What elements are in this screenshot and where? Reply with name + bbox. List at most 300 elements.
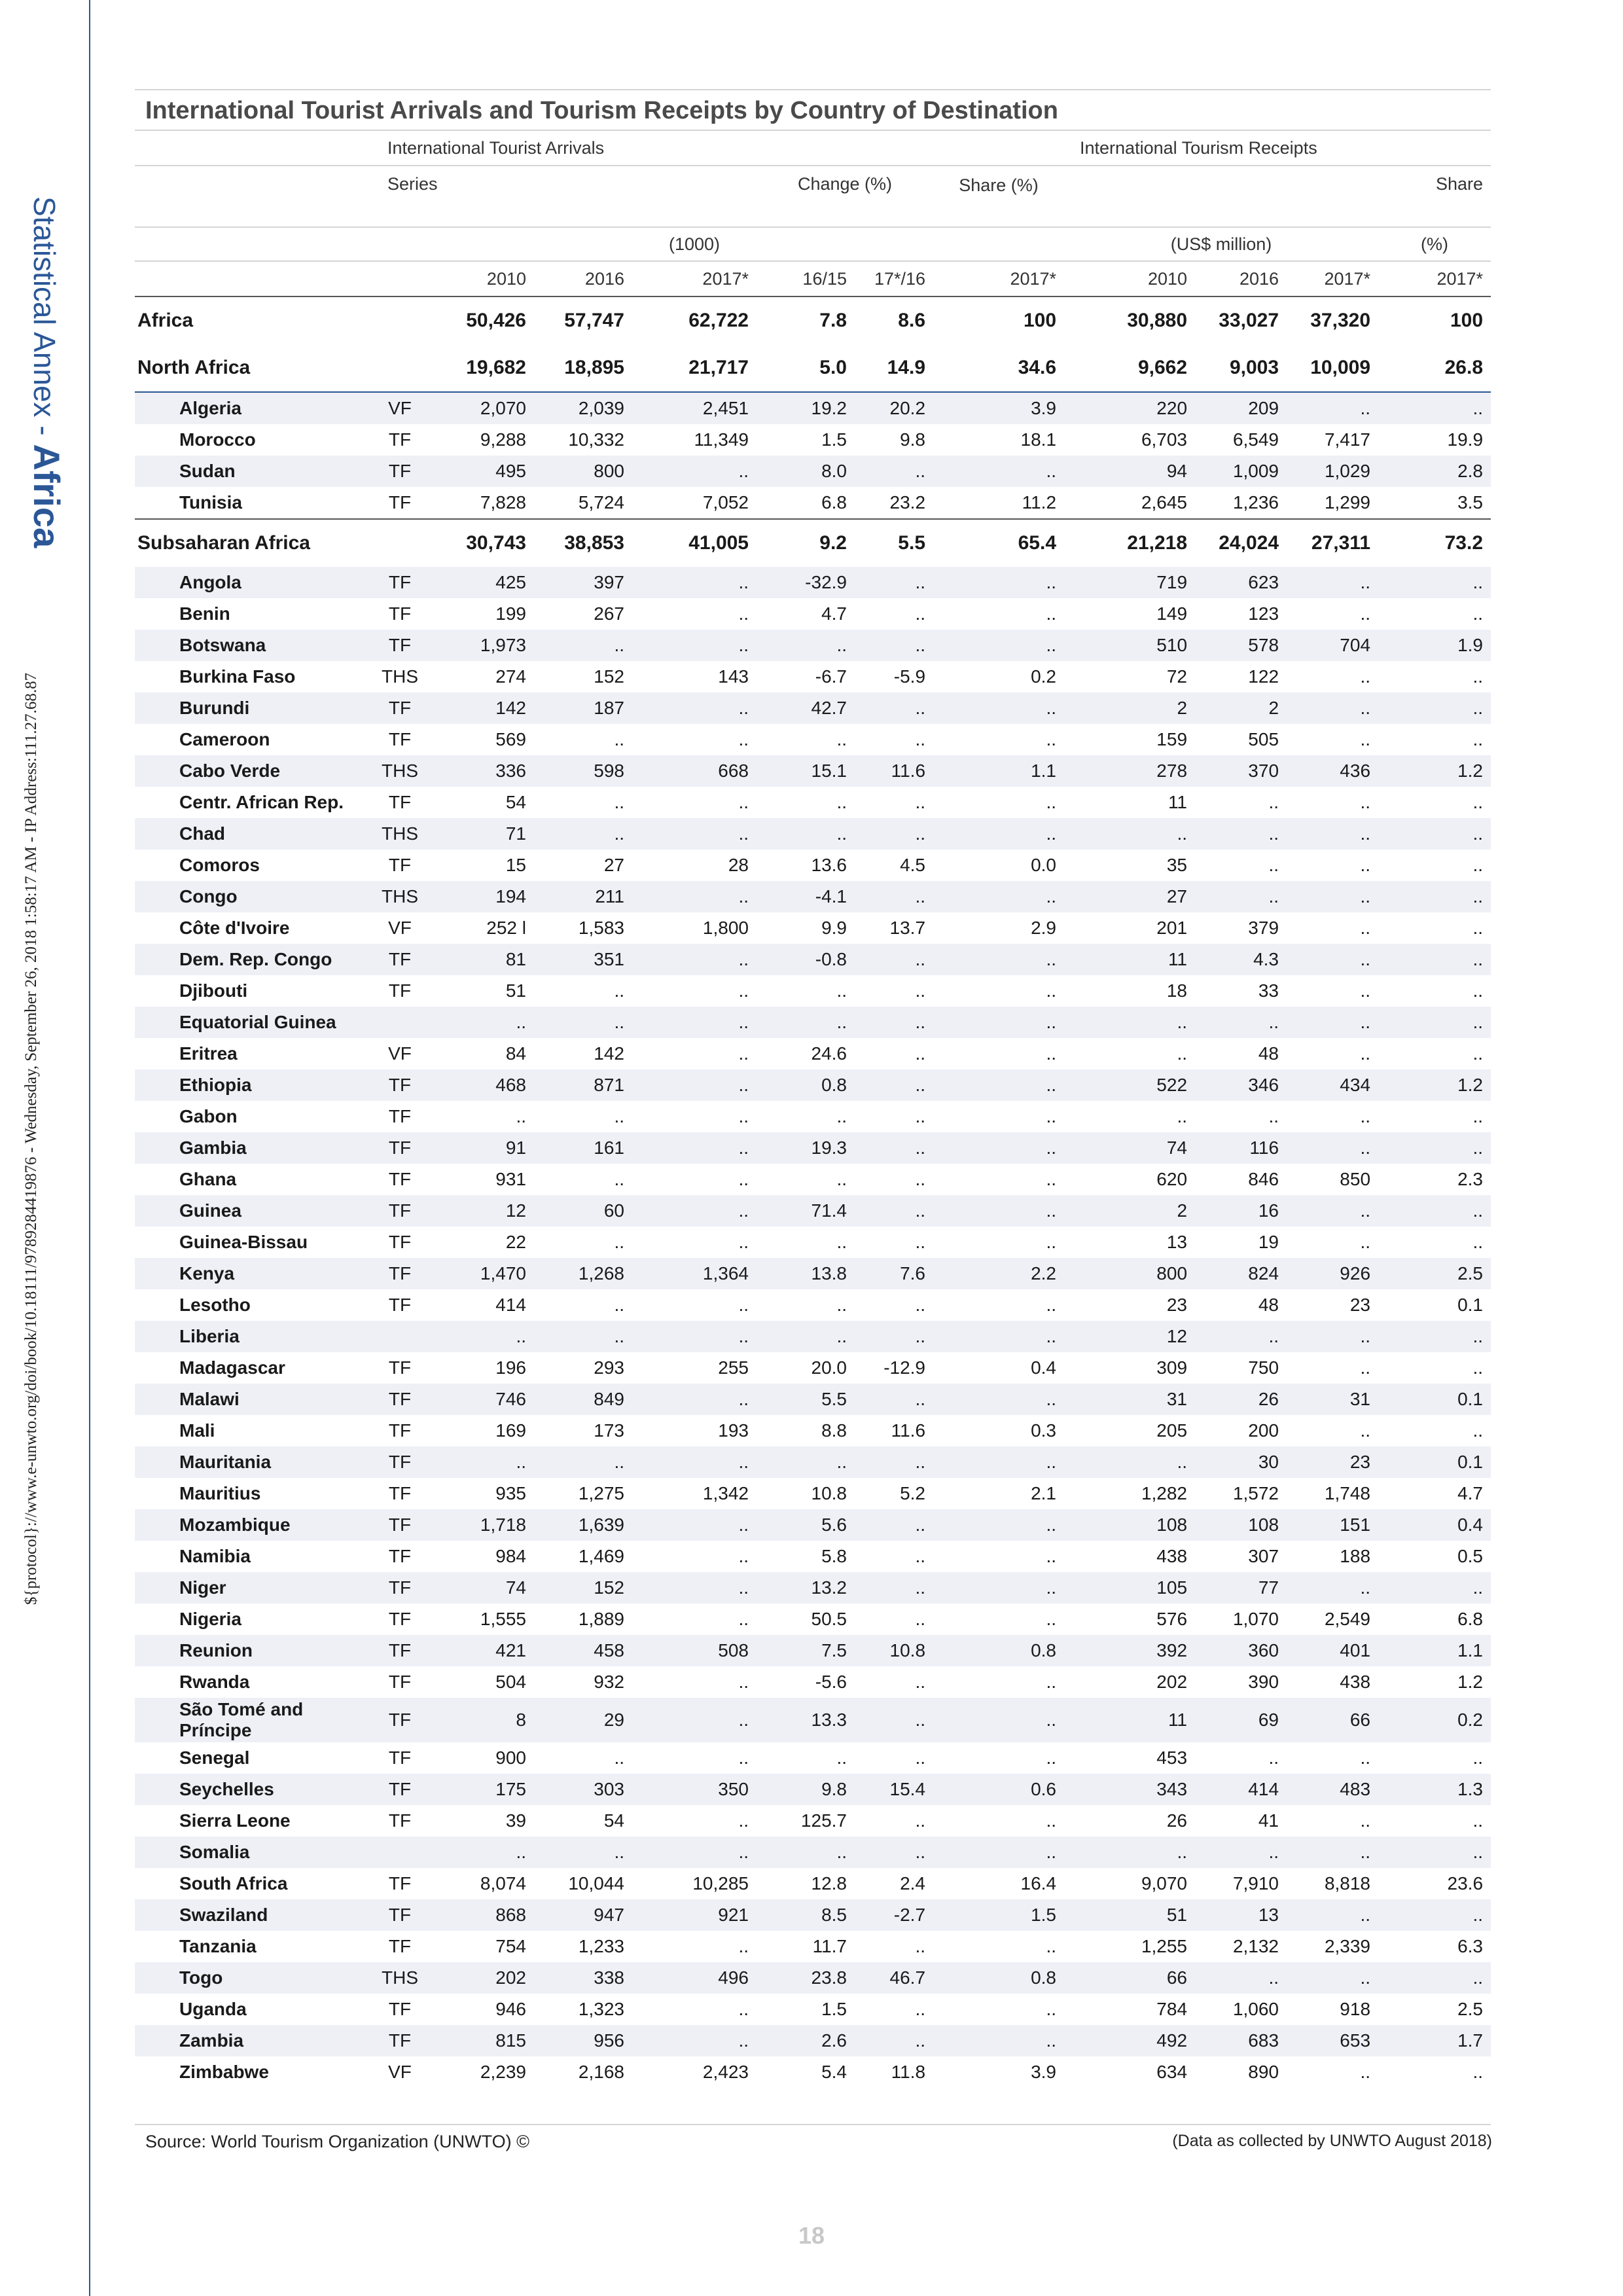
cell-r2010: 453 bbox=[1156, 1748, 1188, 1768]
cell-share: .. bbox=[1046, 1169, 1057, 1189]
cell-r2017: 2,549 bbox=[1324, 1609, 1371, 1629]
cell-a2010: 336 bbox=[436, 755, 534, 787]
cell-c1716: .. bbox=[915, 1106, 926, 1126]
cell-c1615: .. bbox=[836, 1295, 847, 1315]
row-label: Guinea-Bissau bbox=[179, 1232, 308, 1252]
cell-a2016: 54 bbox=[603, 1810, 624, 1831]
row-label: Ghana bbox=[179, 1169, 237, 1189]
cell-rshare: 1.3 bbox=[1378, 1774, 1491, 1805]
cell-a2016: 10,332 bbox=[568, 429, 624, 450]
cell-a2010: 74 bbox=[436, 1572, 534, 1604]
cell-r2017: 850 bbox=[1340, 1169, 1371, 1189]
cell-a2017: .. bbox=[632, 2025, 757, 2056]
cell-r2017: .. bbox=[1360, 792, 1371, 812]
cell-a2010: 1,470 bbox=[436, 1258, 534, 1289]
cell-r2017: 188 bbox=[1340, 1546, 1371, 1566]
cell-c1615: .. bbox=[836, 1748, 847, 1768]
row-label: Swaziland bbox=[135, 1899, 364, 1931]
cell-series: TF bbox=[364, 1384, 436, 1415]
cell-r2016: 846 bbox=[1248, 1169, 1279, 1189]
cell-c1716: 7.6 bbox=[855, 1258, 933, 1289]
cell-a2017: .. bbox=[632, 1321, 757, 1352]
page-number: 18 bbox=[798, 2222, 825, 2249]
cell-share: .. bbox=[1046, 1936, 1057, 1956]
cell-rshare: .. bbox=[1378, 1572, 1491, 1604]
cell-a2010: 468 bbox=[436, 1069, 534, 1101]
cell-r2016: 48 bbox=[1258, 1295, 1279, 1315]
cell-c1716: .. bbox=[855, 1007, 933, 1038]
cell-a2016: 142 bbox=[594, 1043, 624, 1064]
cell-series: TF bbox=[388, 1999, 412, 2019]
col-2010: 2010 bbox=[436, 261, 534, 296]
collection-note: (Data as collected by UNWTO August 2018) bbox=[1172, 2132, 1492, 2150]
cell-series: TF bbox=[364, 567, 436, 598]
cell-r2016: 24,024 bbox=[1195, 519, 1287, 567]
table-row bbox=[135, 1572, 1491, 1604]
annex-region: Africa bbox=[26, 444, 67, 548]
region-row bbox=[135, 344, 1491, 392]
row-label: Zambia bbox=[135, 2025, 364, 2056]
cell-r2010: 9,070 bbox=[1141, 1873, 1188, 1893]
cell-c1716: .. bbox=[855, 1837, 933, 1868]
unit-thousands: (1000) bbox=[632, 227, 757, 261]
table-row bbox=[135, 1007, 1491, 1038]
row-label: Comoros bbox=[179, 855, 260, 875]
cell-a2017: .. bbox=[632, 818, 757, 850]
region-row bbox=[135, 296, 1491, 344]
cell-a2016: 173 bbox=[594, 1420, 624, 1441]
cell-c1716: .. bbox=[855, 881, 933, 912]
cell-share: 34.6 bbox=[933, 344, 1064, 392]
cell-a2017: .. bbox=[632, 881, 757, 912]
cell-r2016: 26 bbox=[1195, 1384, 1287, 1415]
cell-r2016: .. bbox=[1195, 1837, 1287, 1868]
cell-rshare: .. bbox=[1378, 1321, 1491, 1352]
cell-c1615: -6.7 bbox=[815, 666, 847, 687]
share-header: Share bbox=[1378, 166, 1491, 227]
title-top-rule bbox=[135, 89, 1491, 90]
cell-r2016: .. bbox=[1268, 1106, 1279, 1126]
cell-rshare: 1.1 bbox=[1378, 1635, 1491, 1666]
table-row bbox=[135, 1478, 1491, 1509]
cell-a2010: .. bbox=[436, 1007, 534, 1038]
cell-r2016: 77 bbox=[1195, 1572, 1287, 1604]
cell-c1615: -4.1 bbox=[757, 881, 855, 912]
cell-a2016: 161 bbox=[534, 1132, 632, 1164]
cell-series: VF bbox=[388, 1043, 412, 1064]
cell-c1716: .. bbox=[855, 1195, 933, 1227]
cell-r2016: 2 bbox=[1195, 692, 1287, 724]
cell-rshare: .. bbox=[1472, 855, 1484, 875]
cell-r2010: 309 bbox=[1156, 1357, 1188, 1378]
cell-r2010: 30,880 bbox=[1127, 310, 1188, 331]
cell-rshare: .. bbox=[1472, 918, 1484, 938]
cell-a2017: .. bbox=[738, 1295, 749, 1315]
cell-r2017: 1,029 bbox=[1287, 456, 1378, 487]
cell-c1716: .. bbox=[915, 1546, 926, 1566]
row-label: Morocco bbox=[179, 429, 256, 450]
row-label: Angola bbox=[135, 567, 364, 598]
table-title: International Tourist Arrivals and Tourism Receipts by Country of Destination bbox=[145, 97, 1058, 124]
table-row bbox=[135, 1635, 1491, 1666]
cell-share: .. bbox=[1046, 792, 1057, 812]
table-row bbox=[135, 2056, 1491, 2088]
cell-a2010: 425 bbox=[436, 567, 534, 598]
cell-c1615: .. bbox=[836, 1232, 847, 1252]
table-row bbox=[135, 1069, 1491, 1101]
row-label: Gambia bbox=[135, 1132, 364, 1164]
cell-rshare: .. bbox=[1378, 567, 1491, 598]
cell-a2010: 54 bbox=[505, 792, 526, 812]
cell-rshare: 1.7 bbox=[1378, 2025, 1491, 2056]
col-receipts-share-2017: 2017* bbox=[1378, 261, 1491, 296]
cell-a2016: 60 bbox=[534, 1195, 632, 1227]
cell-a2016: 152 bbox=[594, 666, 624, 687]
table-row bbox=[135, 724, 1491, 755]
cell-r2010: 343 bbox=[1064, 1774, 1195, 1805]
cell-r2017: .. bbox=[1287, 567, 1378, 598]
cell-series: TF bbox=[388, 1672, 412, 1692]
cell-a2010: 946 bbox=[495, 1999, 526, 2019]
row-label: South Africa bbox=[179, 1873, 288, 1893]
cell-series: THS bbox=[364, 881, 436, 912]
row-label: Congo bbox=[135, 881, 364, 912]
cell-rshare: 23.6 bbox=[1447, 1873, 1484, 1893]
cell-series: VF bbox=[388, 2062, 412, 2082]
cell-r2016: .. bbox=[1195, 818, 1287, 850]
row-label: Subsaharan Africa bbox=[135, 519, 364, 567]
row-label: Botswana bbox=[135, 630, 364, 661]
cell-a2010: 414 bbox=[495, 1295, 526, 1315]
row-label: Chad bbox=[135, 818, 364, 850]
cell-a2010: 1,555 bbox=[480, 1609, 526, 1629]
cell-a2016: .. bbox=[614, 1748, 624, 1768]
cell-series: TF bbox=[388, 1295, 412, 1315]
cell-c1716: .. bbox=[855, 1321, 933, 1352]
cell-a2016: .. bbox=[534, 1007, 632, 1038]
cell-series: TF bbox=[388, 1609, 412, 1629]
cell-r2010: 6,703 bbox=[1141, 429, 1188, 450]
table-row bbox=[135, 1101, 1491, 1132]
cell-c1716: .. bbox=[855, 1509, 933, 1541]
table-row bbox=[135, 787, 1491, 818]
cell-share: .. bbox=[1046, 1232, 1057, 1252]
cell-a2017: .. bbox=[738, 1232, 749, 1252]
cell-r2017: 1,748 bbox=[1324, 1483, 1371, 1503]
cell-r2017: 66 bbox=[1287, 1698, 1378, 1742]
cell-r2017: 37,320 bbox=[1310, 310, 1371, 331]
cell-a2010: 7,828 bbox=[480, 492, 526, 512]
cell-a2016: .. bbox=[534, 1446, 632, 1478]
cell-r2017: 151 bbox=[1287, 1509, 1378, 1541]
cell-share: .. bbox=[933, 818, 1064, 850]
cell-share: .. bbox=[933, 1837, 1064, 1868]
cell-c1615: 5.0 bbox=[757, 344, 855, 392]
cell-c1716: 11.6 bbox=[855, 755, 933, 787]
cell-c1716: .. bbox=[855, 567, 933, 598]
cell-c1716: .. bbox=[915, 980, 926, 1001]
cell-a2016: 303 bbox=[534, 1774, 632, 1805]
arrivals-header: International Tourist Arrivals bbox=[364, 131, 933, 166]
cell-c1716: .. bbox=[855, 818, 933, 850]
cell-share: .. bbox=[933, 567, 1064, 598]
cell-a2010: .. bbox=[436, 1446, 534, 1478]
cell-rshare: 1.2 bbox=[1378, 1069, 1491, 1101]
cell-series: TF bbox=[364, 456, 436, 487]
cell-r2010: 1,282 bbox=[1141, 1483, 1188, 1503]
cell-a2016: 267 bbox=[594, 603, 624, 624]
cell-a2017: .. bbox=[738, 1043, 749, 1064]
cell-a2017: 668 bbox=[632, 755, 757, 787]
cell-c1615: 19.3 bbox=[757, 1132, 855, 1164]
cell-a2010: 175 bbox=[436, 1774, 534, 1805]
row-label: Sudan bbox=[135, 456, 364, 487]
cell-r2017: .. bbox=[1360, 918, 1371, 938]
cell-a2017: .. bbox=[632, 1446, 757, 1478]
cell-c1615: 7.8 bbox=[819, 310, 847, 331]
cell-series: TF bbox=[388, 855, 412, 875]
cell-r2017: .. bbox=[1287, 1321, 1378, 1352]
row-label: Kenya bbox=[135, 1258, 364, 1289]
cell-r2016: 890 bbox=[1248, 2062, 1279, 2082]
cell-a2017: .. bbox=[632, 630, 757, 661]
cell-a2010: 19,682 bbox=[436, 344, 534, 392]
table-row bbox=[135, 424, 1491, 456]
table-row bbox=[135, 1132, 1491, 1164]
cell-c1716: .. bbox=[915, 1609, 926, 1629]
cell-r2017: .. bbox=[1287, 818, 1378, 850]
cell-a2017: 350 bbox=[632, 1774, 757, 1805]
cell-a2017: .. bbox=[632, 1509, 757, 1541]
table-row bbox=[135, 1931, 1491, 1962]
cell-a2010: 91 bbox=[436, 1132, 534, 1164]
cell-share: 0.2 bbox=[1031, 666, 1057, 687]
cell-r2010: 105 bbox=[1064, 1572, 1195, 1604]
cell-r2010: .. bbox=[1064, 1007, 1195, 1038]
table-row bbox=[135, 1541, 1491, 1572]
cell-a2017: .. bbox=[632, 567, 757, 598]
row-label: Mali bbox=[179, 1420, 215, 1441]
cell-a2017: .. bbox=[738, 1609, 749, 1629]
cell-r2016: .. bbox=[1195, 1007, 1287, 1038]
cell-r2017: .. bbox=[1360, 1106, 1371, 1126]
cell-c1615: 1.5 bbox=[821, 1999, 847, 2019]
cell-a2010: 868 bbox=[436, 1899, 534, 1931]
annex-label: Statistical Annex - bbox=[27, 196, 62, 444]
cell-r2016: 123 bbox=[1248, 603, 1279, 624]
cell-rshare: 6.3 bbox=[1457, 1936, 1484, 1956]
cell-c1615: 11.7 bbox=[812, 1936, 847, 1956]
cell-a2016: .. bbox=[534, 1321, 632, 1352]
col-share-2017: 2017* bbox=[933, 261, 1064, 296]
cell-c1716: .. bbox=[915, 1295, 926, 1315]
cell-share: 100 bbox=[1023, 310, 1057, 331]
cell-r2010: 634 bbox=[1156, 2062, 1188, 2082]
cell-share: .. bbox=[1046, 1748, 1057, 1768]
cell-c1615: 5.6 bbox=[757, 1509, 855, 1541]
table-row bbox=[135, 1289, 1491, 1321]
cell-r2016: .. bbox=[1195, 881, 1287, 912]
cell-r2010: 23 bbox=[1166, 1295, 1188, 1315]
cell-a2016: 38,853 bbox=[534, 519, 632, 567]
table-row bbox=[135, 1774, 1491, 1805]
cell-share: .. bbox=[1046, 1106, 1057, 1126]
cell-a2016: 800 bbox=[534, 456, 632, 487]
cell-r2017: 2,339 bbox=[1324, 1936, 1371, 1956]
cell-rshare: 0.1 bbox=[1378, 1384, 1491, 1415]
cell-share: .. bbox=[933, 1572, 1064, 1604]
cell-a2016: 2,168 bbox=[578, 2062, 624, 2082]
cell-a2017: .. bbox=[632, 1007, 757, 1038]
cell-share: .. bbox=[933, 1446, 1064, 1478]
cell-rshare: .. bbox=[1378, 1007, 1491, 1038]
cell-rshare: 0.4 bbox=[1378, 1509, 1491, 1541]
cell-r2016: 390 bbox=[1248, 1672, 1279, 1692]
table-row bbox=[135, 1698, 1491, 1742]
cell-rshare: 0.1 bbox=[1457, 1295, 1484, 1315]
cell-c1716: .. bbox=[855, 2025, 933, 2056]
cell-c1615: 15.1 bbox=[757, 755, 855, 787]
table-row bbox=[135, 1837, 1491, 1868]
cell-r2017: .. bbox=[1287, 1899, 1378, 1931]
download-watermark-text: ${protocol}://www.e-unwto.org/doi/book/10.18111/9789284419876 - Wednesday, September 26, 2018 1:58:17 AM - IP Address:111.27.68.87 bbox=[22, 672, 40, 1605]
cell-r2010: 11 bbox=[1168, 792, 1188, 812]
cell-a2017: 62,722 bbox=[688, 310, 749, 331]
cell-c1716: .. bbox=[855, 1384, 933, 1415]
cell-a2010: 169 bbox=[495, 1420, 526, 1441]
cell-rshare: .. bbox=[1472, 1748, 1484, 1768]
row-label: Madagascar bbox=[179, 1357, 285, 1378]
cell-share: 1.5 bbox=[933, 1899, 1064, 1931]
cell-a2010: 935 bbox=[495, 1483, 526, 1503]
cell-a2010: 22 bbox=[505, 1232, 526, 1252]
cell-a2017: .. bbox=[738, 1106, 749, 1126]
cell-a2010: 8 bbox=[436, 1698, 534, 1742]
cell-a2016: 1,583 bbox=[578, 918, 624, 938]
cell-c1615: .. bbox=[757, 630, 855, 661]
cell-share: 2.1 bbox=[1031, 1483, 1057, 1503]
cell-r2016: 683 bbox=[1195, 2025, 1287, 2056]
cell-series: TF bbox=[388, 1936, 412, 1956]
cell-r2016: 69 bbox=[1195, 1698, 1287, 1742]
cell-r2010: 492 bbox=[1064, 2025, 1195, 2056]
cell-series: TF bbox=[364, 1572, 436, 1604]
cell-share: .. bbox=[1046, 1672, 1057, 1692]
table-row bbox=[135, 1994, 1491, 2025]
row-label: Liberia bbox=[135, 1321, 364, 1352]
cell-a2017: 1,364 bbox=[632, 1258, 757, 1289]
cell-a2016: 458 bbox=[534, 1635, 632, 1666]
cell-r2016: 307 bbox=[1248, 1546, 1279, 1566]
cell-a2016: .. bbox=[614, 1295, 624, 1315]
cell-a2010: 194 bbox=[436, 881, 534, 912]
cell-rshare: 19.9 bbox=[1447, 429, 1484, 450]
row-label: São Tomé and Príncipe bbox=[135, 1698, 364, 1742]
cell-a2017: .. bbox=[632, 1069, 757, 1101]
cell-series: TF bbox=[364, 1132, 436, 1164]
cell-rshare: .. bbox=[1472, 792, 1484, 812]
header-row-units bbox=[135, 227, 1491, 261]
cell-series: TF bbox=[388, 429, 412, 450]
cell-a2016: 2,039 bbox=[534, 392, 632, 424]
cell-c1716: .. bbox=[915, 1810, 926, 1831]
cell-r2017: 704 bbox=[1287, 630, 1378, 661]
cell-c1615: .. bbox=[757, 1446, 855, 1478]
cell-c1615: 23.8 bbox=[757, 1962, 855, 1994]
cell-r2016: 9,003 bbox=[1195, 344, 1287, 392]
cell-a2016: 57,747 bbox=[564, 310, 624, 331]
cell-r2010: 202 bbox=[1156, 1672, 1188, 1692]
row-label: Seychelles bbox=[135, 1774, 364, 1805]
cell-share: .. bbox=[933, 1321, 1064, 1352]
cell-a2016: .. bbox=[614, 1232, 624, 1252]
cell-c1716: .. bbox=[915, 1936, 926, 1956]
cell-a2017: .. bbox=[632, 1195, 757, 1227]
cell-a2017: .. bbox=[738, 1748, 749, 1768]
cell-a2010: 746 bbox=[436, 1384, 534, 1415]
cell-r2016: .. bbox=[1195, 1962, 1287, 1994]
cell-a2010: 569 bbox=[495, 729, 526, 749]
cell-a2016: 849 bbox=[534, 1384, 632, 1415]
cell-c1615: -32.9 bbox=[757, 567, 855, 598]
cell-a2010: 81 bbox=[436, 944, 534, 975]
cell-a2017: .. bbox=[738, 603, 749, 624]
cell-c1615: .. bbox=[836, 1169, 847, 1189]
cell-a2010: 2,070 bbox=[436, 392, 534, 424]
cell-r2016: 30 bbox=[1195, 1446, 1287, 1478]
cell-a2010: .. bbox=[516, 1106, 526, 1126]
cell-c1615: -5.6 bbox=[815, 1672, 847, 1692]
cell-a2016: 29 bbox=[534, 1698, 632, 1742]
row-label: Burundi bbox=[135, 692, 364, 724]
cell-c1716: .. bbox=[915, 1043, 926, 1064]
cell-r2017: 653 bbox=[1287, 2025, 1378, 2056]
row-label: Gabon bbox=[179, 1106, 238, 1126]
cell-r2017: 27,311 bbox=[1287, 519, 1378, 567]
cell-c1615: .. bbox=[757, 1007, 855, 1038]
cell-r2010: 11 bbox=[1064, 944, 1195, 975]
cell-share: 0.0 bbox=[1031, 855, 1057, 875]
cell-series: TF bbox=[364, 1195, 436, 1227]
cell-series: TF bbox=[388, 1420, 412, 1441]
cell-a2017: .. bbox=[738, 1936, 749, 1956]
table-row bbox=[135, 1604, 1491, 1635]
cell-rshare: 1.2 bbox=[1378, 755, 1491, 787]
cell-a2010: .. bbox=[436, 1321, 534, 1352]
cell-series: TF bbox=[388, 1483, 412, 1503]
cell-series: TF bbox=[364, 1698, 436, 1742]
cell-r2016: 578 bbox=[1195, 630, 1287, 661]
cell-r2010: 27 bbox=[1064, 881, 1195, 912]
table-row bbox=[135, 630, 1491, 661]
cell-rshare: .. bbox=[1378, 944, 1491, 975]
cell-series: TF bbox=[388, 1546, 412, 1566]
cell-r2017: 7,417 bbox=[1324, 429, 1371, 450]
col-receipts-2016: 2016 bbox=[1195, 261, 1287, 296]
cell-series: TF bbox=[364, 1069, 436, 1101]
cell-r2017: .. bbox=[1287, 881, 1378, 912]
table-row bbox=[135, 1742, 1491, 1774]
row-label: Sierra Leone bbox=[179, 1810, 291, 1831]
cell-r2016: 19 bbox=[1258, 1232, 1279, 1252]
cell-rshare: 3.5 bbox=[1457, 492, 1484, 512]
cell-c1615: -0.8 bbox=[757, 944, 855, 975]
cell-share: .. bbox=[1046, 1295, 1057, 1315]
cell-r2016: 414 bbox=[1195, 1774, 1287, 1805]
cell-c1615: .. bbox=[836, 729, 847, 749]
row-label: Mauritius bbox=[179, 1483, 261, 1503]
cell-c1716: 9.8 bbox=[900, 429, 926, 450]
